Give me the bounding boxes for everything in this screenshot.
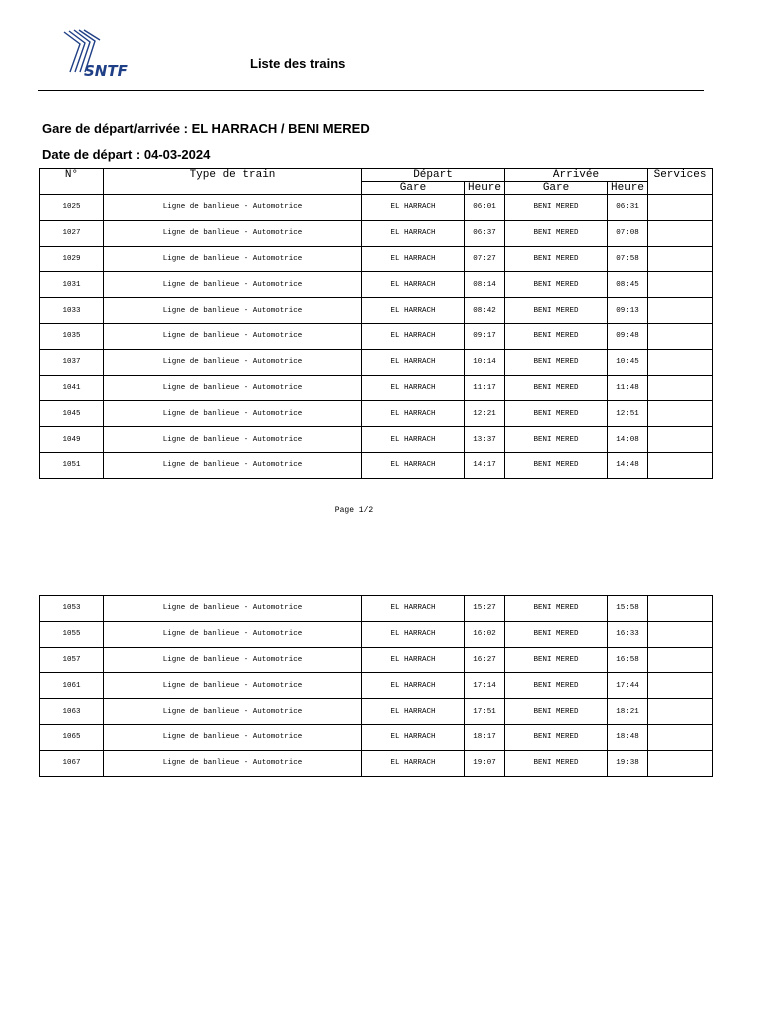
services-cell — [648, 427, 713, 453]
departure-time: 17:51 — [465, 699, 505, 725]
train-number: 1027 — [40, 220, 104, 246]
arrival-time: 08:45 — [608, 272, 648, 298]
table-row — [40, 195, 713, 221]
arrival-time: 11:48 — [608, 375, 648, 401]
arrival-time: 07:58 — [608, 246, 648, 272]
col-arr-time-header: Heure — [608, 182, 648, 195]
arrival-time: 18:48 — [608, 724, 648, 750]
departure-time: 06:01 — [465, 195, 505, 221]
arrival-time: 14:08 — [608, 427, 648, 453]
departure-time: 17:14 — [465, 673, 505, 699]
table-row — [40, 349, 713, 375]
table-row — [40, 724, 713, 750]
train-type: Ligne de banlieue - Automotrice — [104, 375, 362, 401]
col-number-header: N° — [40, 169, 104, 195]
departure-time: 07:27 — [465, 246, 505, 272]
train-type: Ligne de banlieue - Automotrice — [104, 673, 362, 699]
train-number: 1057 — [40, 647, 104, 673]
col-dep-station-header: Gare — [362, 182, 465, 195]
departure-station: EL HARRACH — [362, 272, 465, 298]
arrival-station: BENI MERED — [505, 323, 608, 349]
train-type: Ligne de banlieue - Automotrice — [104, 596, 362, 622]
arrival-station: BENI MERED — [505, 596, 608, 622]
schedule-table-page1 — [39, 168, 713, 479]
departure-time: 08:14 — [465, 272, 505, 298]
train-type: Ligne de banlieue - Automotrice — [104, 220, 362, 246]
arrival-station: BENI MERED — [505, 673, 608, 699]
col-dep-time-header: Heure — [465, 182, 505, 195]
arrival-station: BENI MERED — [505, 401, 608, 427]
arrival-time: 06:31 — [608, 195, 648, 221]
arrival-time: 15:58 — [608, 596, 648, 622]
table-row — [40, 699, 713, 725]
sntf-logo — [60, 28, 150, 80]
departure-station: EL HARRACH — [362, 427, 465, 453]
services-cell — [648, 246, 713, 272]
table-row — [40, 452, 713, 478]
col-services-header: Services — [648, 169, 713, 195]
departure-date: Date de départ : 04-03-2024 — [42, 147, 211, 162]
train-number: 1033 — [40, 298, 104, 324]
train-number: 1063 — [40, 699, 104, 725]
train-number: 1051 — [40, 452, 104, 478]
table-row — [40, 375, 713, 401]
arrival-time: 12:51 — [608, 401, 648, 427]
train-type: Ligne de banlieue - Automotrice — [104, 427, 362, 453]
services-cell — [648, 621, 713, 647]
train-type: Ligne de banlieue - Automotrice — [104, 349, 362, 375]
train-type: Ligne de banlieue - Automotrice — [104, 699, 362, 725]
train-number: 1045 — [40, 401, 104, 427]
table-row — [40, 323, 713, 349]
train-number: 1065 — [40, 724, 104, 750]
train-type: Ligne de banlieue - Automotrice — [104, 401, 362, 427]
departure-time: 19:07 — [465, 750, 505, 776]
table-row — [40, 427, 713, 453]
table-row — [40, 673, 713, 699]
arrival-station: BENI MERED — [505, 195, 608, 221]
schedule-body-page1 — [40, 195, 713, 479]
train-number: 1049 — [40, 427, 104, 453]
departure-station: EL HARRACH — [362, 596, 465, 622]
departure-time: 10:14 — [465, 349, 505, 375]
table-row — [40, 298, 713, 324]
train-type: Ligne de banlieue - Automotrice — [104, 246, 362, 272]
services-cell — [648, 673, 713, 699]
arrival-station: BENI MERED — [505, 750, 608, 776]
departure-station: EL HARRACH — [362, 673, 465, 699]
departure-station: EL HARRACH — [362, 220, 465, 246]
departure-station: EL HARRACH — [362, 452, 465, 478]
logo-text: SNTF — [84, 62, 128, 80]
train-number: 1041 — [40, 375, 104, 401]
arrival-time: 09:13 — [608, 298, 648, 324]
arrival-station: BENI MERED — [505, 647, 608, 673]
services-cell — [648, 298, 713, 324]
train-number: 1053 — [40, 596, 104, 622]
services-cell — [648, 272, 713, 298]
services-cell — [648, 220, 713, 246]
table-row — [40, 246, 713, 272]
page-number: Page 1/2 — [334, 506, 374, 515]
departure-time: 09:17 — [465, 323, 505, 349]
table-row — [40, 272, 713, 298]
table-row — [40, 621, 713, 647]
col-arrival-header: Arrivée — [505, 169, 648, 182]
departure-time: 18:17 — [465, 724, 505, 750]
departure-station: EL HARRACH — [362, 724, 465, 750]
table-row — [40, 596, 713, 622]
departure-time: 11:17 — [465, 375, 505, 401]
arrival-station: BENI MERED — [505, 349, 608, 375]
departure-station: EL HARRACH — [362, 349, 465, 375]
train-type: Ligne de banlieue - Automotrice — [104, 647, 362, 673]
departure-station: EL HARRACH — [362, 401, 465, 427]
train-type: Ligne de banlieue - Automotrice — [104, 323, 362, 349]
services-cell — [648, 596, 713, 622]
departure-station: EL HARRACH — [362, 375, 465, 401]
services-cell — [648, 375, 713, 401]
departure-station: EL HARRACH — [362, 699, 465, 725]
arrival-station: BENI MERED — [505, 246, 608, 272]
schedule-table-page2 — [39, 595, 713, 777]
header-divider — [38, 90, 704, 91]
services-cell — [648, 750, 713, 776]
train-number: 1029 — [40, 246, 104, 272]
train-number: 1037 — [40, 349, 104, 375]
departure-station: EL HARRACH — [362, 323, 465, 349]
table-row — [40, 401, 713, 427]
departure-station: EL HARRACH — [362, 195, 465, 221]
arrival-station: BENI MERED — [505, 699, 608, 725]
train-number: 1061 — [40, 673, 104, 699]
table-row — [40, 750, 713, 776]
services-cell — [648, 323, 713, 349]
train-type: Ligne de banlieue - Automotrice — [104, 724, 362, 750]
services-cell — [648, 452, 713, 478]
arrival-time: 10:45 — [608, 349, 648, 375]
page-title: Liste des trains — [250, 56, 346, 71]
departure-time: 06:37 — [465, 220, 505, 246]
col-arr-station-header: Gare — [505, 182, 608, 195]
arrival-time: 18:21 — [608, 699, 648, 725]
table-row — [40, 647, 713, 673]
services-cell — [648, 647, 713, 673]
services-cell — [648, 699, 713, 725]
services-cell — [648, 195, 713, 221]
train-type: Ligne de banlieue - Automotrice — [104, 750, 362, 776]
departure-time: 16:02 — [465, 621, 505, 647]
train-type: Ligne de banlieue - Automotrice — [104, 621, 362, 647]
arrival-station: BENI MERED — [505, 272, 608, 298]
arrival-station: BENI MERED — [505, 220, 608, 246]
departure-time: 16:27 — [465, 647, 505, 673]
arrival-station: BENI MERED — [505, 724, 608, 750]
arrival-station: BENI MERED — [505, 621, 608, 647]
arrival-time: 07:08 — [608, 220, 648, 246]
arrival-station: BENI MERED — [505, 452, 608, 478]
departure-time: 14:17 — [465, 452, 505, 478]
arrival-station: BENI MERED — [505, 298, 608, 324]
train-number: 1067 — [40, 750, 104, 776]
station-info: Gare de départ/arrivée : EL HARRACH / BENI MERED — [42, 121, 370, 136]
arrival-time: 16:58 — [608, 647, 648, 673]
departure-time: 12:21 — [465, 401, 505, 427]
arrival-time: 14:48 — [608, 452, 648, 478]
departure-time: 08:42 — [465, 298, 505, 324]
arrival-station: BENI MERED — [505, 427, 608, 453]
departure-station: EL HARRACH — [362, 750, 465, 776]
col-departure-header: Départ — [362, 169, 505, 182]
train-number: 1025 — [40, 195, 104, 221]
table-row — [40, 220, 713, 246]
train-number: 1031 — [40, 272, 104, 298]
departure-time: 13:37 — [465, 427, 505, 453]
arrival-time: 19:38 — [608, 750, 648, 776]
col-type-header: Type de train — [104, 169, 362, 195]
departure-station: EL HARRACH — [362, 647, 465, 673]
arrival-station: BENI MERED — [505, 375, 608, 401]
departure-station: EL HARRACH — [362, 621, 465, 647]
train-number: 1055 — [40, 621, 104, 647]
train-type: Ligne de banlieue - Automotrice — [104, 298, 362, 324]
arrival-time: 16:33 — [608, 621, 648, 647]
schedule-body-page2 — [40, 596, 713, 777]
arrival-time: 09:48 — [608, 323, 648, 349]
train-type: Ligne de banlieue - Automotrice — [104, 272, 362, 298]
train-type: Ligne de banlieue - Automotrice — [104, 195, 362, 221]
departure-station: EL HARRACH — [362, 246, 465, 272]
services-cell — [648, 349, 713, 375]
train-number: 1035 — [40, 323, 104, 349]
departure-station: EL HARRACH — [362, 298, 465, 324]
services-cell — [648, 724, 713, 750]
arrival-time: 17:44 — [608, 673, 648, 699]
services-cell — [648, 401, 713, 427]
train-type: Ligne de banlieue - Automotrice — [104, 452, 362, 478]
departure-time: 15:27 — [465, 596, 505, 622]
